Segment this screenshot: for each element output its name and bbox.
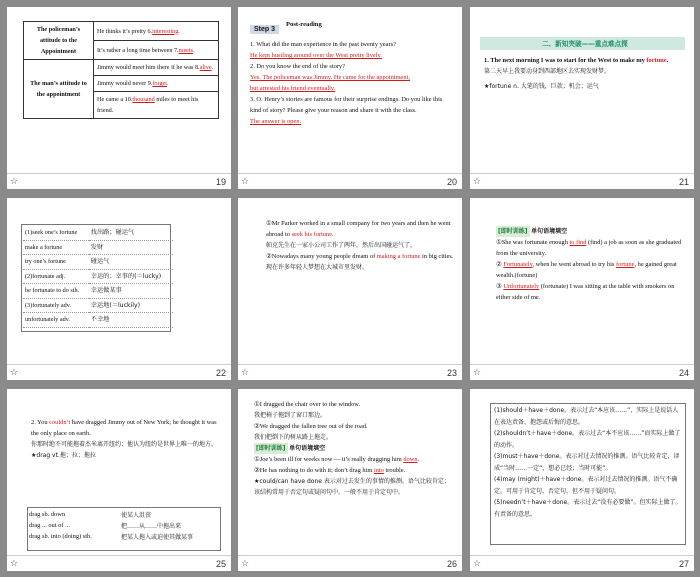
star-icon[interactable]: ☆ [10,368,19,378]
exercise-item: ②He has nothing to do with it; don’t drag him into trouble. [254,467,406,474]
slide-footer [470,364,694,380]
phrase: drag sb. down [29,511,66,518]
slide-footer [7,555,231,571]
word-note: ★fortune n. 大笔的钱，巨款；机会；运气 [484,83,599,90]
phrase: drag ... out of ... [29,522,70,529]
slide-19[interactable] [7,7,231,189]
slide-25[interactable] [7,389,231,571]
example-sentence: ②Nowadays many young people dream of making a fortune in big cities. [266,253,454,260]
slide-22[interactable] [7,198,231,380]
word-note: ★drag vt.拖；拉；拖拉 [31,452,96,459]
section-banner: 二、新知突破——重点难点探 [480,37,685,50]
question: 3. O. Henry’s stories are famous for their surprise endings. Do you like this kind of story? Please give your reason and share it with the class. [250,96,443,114]
phrase: be fortunate to do sth. [23,284,89,299]
grammar-note: ★could/can have done 表示对过去发生的事情的推测。语气比较肯定；该结构常用于否定句或疑问句中。一般不用于肯定句中。 [254,478,450,496]
exercise-block [496,226,686,303]
grammar-list [494,405,684,520]
example-sentence: 2. You couldn’t have dragged Jimmy out of New York; he thought it was the only place on earth. [31,419,217,437]
example-translation: 你那时绝不可能拖着杰米离开纽约；他认为纽约是世界上唯一的地方。 [31,441,218,448]
phrase: (1)seek one’s fortune [23,226,89,240]
example-translation: 帕克先生在一家小公司工作了两年，然后出国碰运气了。 [266,242,417,249]
phrase: unfortunately adv. [23,313,89,328]
question: 1. What did the man experience in the past twenty years? [250,41,396,48]
example-sentence: ①Mr Parker worked in a small company for two years and then he went abroad to seek his fortune. [266,220,451,238]
slide-footer [7,364,231,380]
table-cell: Jimmy would never 9.forget. [94,76,219,92]
slide-footer [238,555,462,571]
exercise-heading: [即时训练] 单句语境填空 [256,445,326,452]
slide-26[interactable] [238,389,462,571]
exercise-item: ② Fortunately, when he went abroad to try his fortune, he gained great wealth.(fortune) [496,261,677,279]
grammar-item: (4)may (might)＋have＋done。表示对过去情况的推测。语气不确定。可用于肯定句、否定句，但不用于疑问句。 [494,476,678,495]
star-icon[interactable]: ☆ [10,559,19,569]
table-header: The man’s attitude to the appointment [24,60,94,119]
slide-24[interactable] [470,198,694,380]
grammar-item: (5)needn’t＋have＋done。表示过去“没有必要做”。但实际上做了。有责备的意思。 [494,499,682,518]
meaning: 找出路；碰运气 [89,226,173,240]
example-block [254,399,454,498]
page-number: 25 [215,559,226,569]
page-number: 22 [215,368,226,378]
example-translation: 我把椅子拖到了窗口那边。 [254,412,327,419]
table-cell: He came a 10.thousand miles to meet his friend. [94,92,219,119]
exercise-item: ③ Unfortunately (fortunate) I was sitting at the table with smokers on either side of me. [496,283,675,301]
exercise-item: ①She was fortunate enough to find (find) a job as soon as she graduated from the university. [496,239,682,257]
slide-20[interactable] [238,7,462,189]
star-icon[interactable]: ☆ [241,368,250,378]
table-header: The policeman’s attitude to the Appointment [24,22,94,60]
star-icon[interactable]: ☆ [473,368,482,378]
step-label: Step 3 [250,25,279,34]
question: 2. Do you know the end of the story? [250,63,345,70]
slide-23[interactable] [238,198,462,380]
slide-21[interactable] [470,7,694,189]
example-sentence: ①I dragged the chair over to the window. [254,401,361,408]
phrase: make a fortune [23,240,89,255]
example-sentence: ②We dragged the fallen tree out of the road. [254,423,368,430]
example-translation: 第二天早上我要动身到西部地区去实现发财梦。 [484,68,611,75]
example-sentence: 1. The next morning I was to start for the West to make my fortune. [484,57,669,64]
meaning: 幸运地(＝luckily) [89,298,173,313]
answer: He kept hustling around over the West pretty lively. [250,52,382,59]
phrase-table [29,509,219,542]
star-icon[interactable]: ☆ [241,559,250,569]
grammar-item: (1)should＋have＋done。表示过去“本应该……”，实际上是说话人在表达责备、抱怨或后悔的意思。 [494,407,679,426]
meaning: 把……从……中拖出来 [121,523,182,530]
answer: Yes. The policeman was Jimmy. He came for the appointment, [250,74,410,81]
section-title: Post-reading [286,21,322,28]
page-number: 19 [215,177,226,187]
meaning: 不幸地 [89,313,173,328]
slide-footer [470,555,694,571]
meaning: 幸运的；幸事的(＝lucky) [89,269,173,284]
exercise-item: ①Joe’s been ill for weeks now — it’s really dragging him down. [254,456,420,463]
page-number: 27 [678,559,689,569]
meaning: 把某人拖入或迫使其做某事 [121,534,194,541]
example-block [484,55,684,92]
phrase: (3)fortunately adv. [23,298,89,313]
slide-footer [238,364,462,380]
attitude-table [23,21,219,119]
slide-footer [7,173,231,189]
phrase-table [23,226,173,328]
meaning: 使某人沮丧 [121,512,152,519]
meaning: 幸运做某事 [89,284,173,299]
slide-footer [470,173,694,189]
star-icon[interactable]: ☆ [241,177,250,187]
grammar-item: (3)must＋have＋done。表示对过去情况的推测。语气比较肯定，译成“当时……一定”，想必已经；当时可能”。 [494,453,680,472]
page-number: 20 [446,177,457,187]
star-icon[interactable]: ☆ [473,177,482,187]
grammar-item: (2)shouldn’t＋have＋done。表示过去“本不应该……”而实际上做了的动作。 [494,430,681,449]
answer: but arrested his friend eventually. [250,85,336,92]
page-number: 21 [678,177,689,187]
example-block [31,417,223,461]
exercise-heading: [即时训练] 单句语境填空 [498,228,568,235]
slide-footer [238,173,462,189]
example-translation: 现在许多年轻人梦想在大城市里发财。 [266,264,369,271]
question-list [250,39,455,127]
star-icon[interactable]: ☆ [10,177,19,187]
meaning: 发财 [89,240,173,255]
phrase: (2)fortunate adj. [23,269,89,284]
table-cell: Jimmy would meet him there if he was 8.alive. [94,60,219,76]
answer: The answer is open. [250,118,302,125]
page-number: 24 [678,368,689,378]
example-translation: 我们把倒下的树从路上拖走。 [254,434,333,441]
page-number: 23 [446,368,457,378]
star-icon[interactable]: ☆ [473,559,482,569]
page-number: 26 [446,559,457,569]
phrase: drag sb. into (doing) sth. [29,533,92,540]
slide-27[interactable] [470,389,694,571]
meaning: 碰运气 [89,255,173,270]
example-block [266,218,454,273]
phrase: try one’s fortune [23,255,89,270]
table-cell: He thinks it’s pretty 6.interesting. [94,22,219,41]
table-cell: It’s rather a long time between 7.meets. [94,41,219,60]
